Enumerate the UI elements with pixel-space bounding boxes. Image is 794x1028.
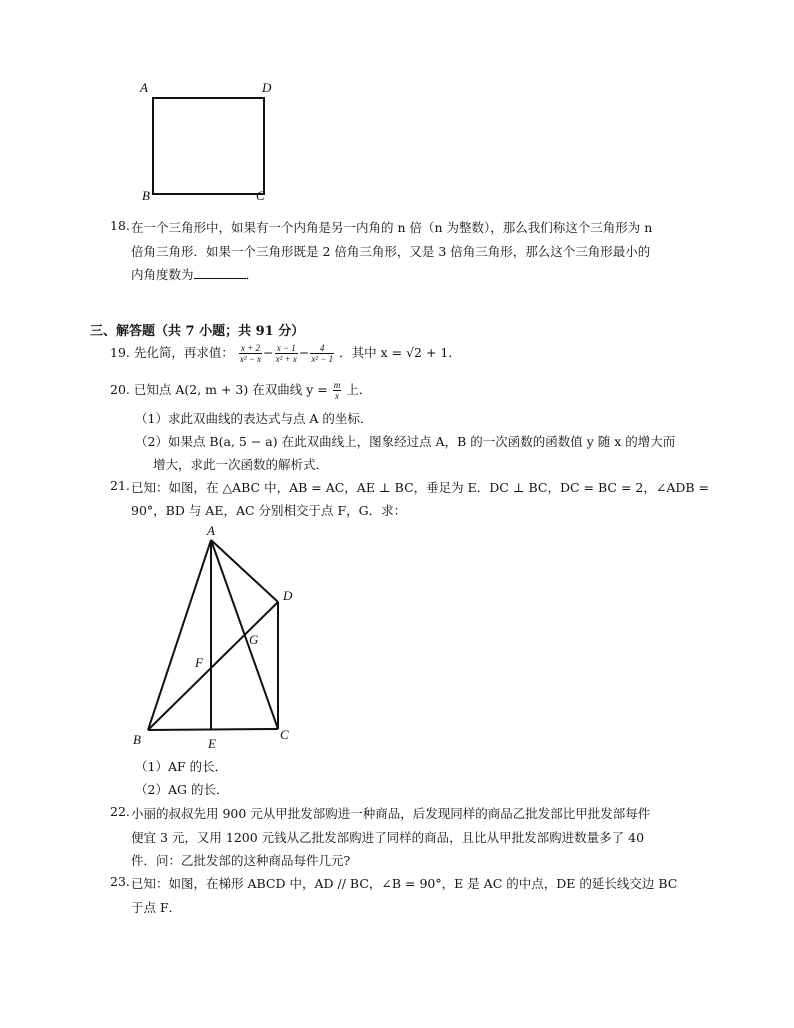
question-text: 小丽的叔叔先用 900 元从甲批发部购进一种商品，后发现同样的商品乙批发部比甲批发部每件: [131, 806, 651, 821]
question-text: 90°，BD 与 AE，AC 分别相交于点 F，G．求：: [131, 503, 407, 518]
question-text: 先化简，再求值：: [133, 345, 234, 360]
fraction: $\frac{4}{\text{x² − 1}}$: [311, 343, 334, 364]
segment-BD: [148, 602, 278, 730]
triangle-figure: [125, 520, 315, 755]
segment-BC: [148, 729, 278, 730]
fraction: $\frac{x - 1}{\text{x² + x}}$: [275, 343, 297, 364]
question-text: ．其中 x = √2 + 1．: [339, 345, 461, 360]
question-text: 已知：如图，在梯形 ABCD 中，AD // BC，∠B = 90°，E 是 AC 的中点，DE 的延长线交边 BC: [131, 876, 678, 891]
label-E: E: [208, 736, 216, 751]
question-text: 倍角三角形．如果一个三角形既是 2 倍角三角形，又是 3 倍角三角形，那么这个三角形最小的: [131, 244, 651, 259]
question-text: 已知：如图，在 △ABC 中，AB = AC，AE ⊥ BC，垂足为 E．DC ⊥ BC，DC = BC = 2，∠ADB =: [131, 480, 710, 495]
segment-AB: [148, 540, 211, 730]
section-heading: 三、解答题（共 7 小题；共 91 分）: [90, 324, 305, 339]
question-text: 已知点 A(2, m + 3) 在双曲线 y =: [133, 382, 328, 397]
square-shape: [153, 98, 264, 194]
label-G: G: [249, 632, 259, 647]
question-number: 21.: [110, 478, 130, 493]
sub-question: （1）求此双曲线的表达式与点 A 的坐标．: [135, 411, 373, 426]
question-text: 内角度数为 ．: [131, 267, 259, 282]
label-C: C: [280, 727, 289, 742]
question-number: 23.: [110, 874, 130, 889]
question-text: 件．问：乙批发部的这种商品每件几元?: [131, 853, 351, 868]
sub-question: 增大，求此一次函数的解析式．: [153, 457, 329, 472]
question-number: 18.: [110, 218, 130, 233]
label-A: A: [207, 523, 215, 538]
question-text: 于点 F．: [131, 900, 182, 915]
label-A: A: [140, 80, 148, 95]
fraction: $\frac{x + 2}{\text{x² − x}}$: [239, 343, 262, 364]
sub-question: （2）AG 的长．: [135, 782, 229, 797]
label-F: F: [195, 655, 203, 670]
question-number: 20.: [110, 382, 130, 397]
question-text: 在一个三角形中，如果有一个内角是另一内角的 n 倍（n 为整数），那么我们称这个三角形为 n: [131, 220, 653, 235]
sub-question: （1）AF 的长．: [135, 759, 228, 774]
question-number: 19.: [110, 345, 130, 360]
label-D: D: [283, 588, 293, 603]
question-19: 19. 先化简，再求值： $\frac{x + 2}{\text{x² − x}}$ − $\frac{x - 1}{\text{x² + x}}$ − $\frac{4}{\text{x² − 1}}$ ．其中 x = √2 + 1．: [110, 343, 461, 364]
label-B: B: [142, 188, 150, 203]
fraction: $\frac{m}{x}$: [333, 380, 341, 401]
question-number: 22.: [110, 804, 130, 819]
label-C: C: [256, 188, 265, 203]
sub-question: （2）如果点 B(a, 5 − a) 在此双曲线上，图象经过点 A，B 的一次函数的函数值 y 随 x 的增大而: [135, 434, 676, 449]
answer-blank[interactable]: [194, 266, 246, 279]
label-B: B: [133, 732, 141, 747]
question-text: 上．: [346, 382, 372, 397]
label-D: D: [262, 80, 272, 95]
square-figure: [135, 76, 285, 206]
question-text: 便宜 3 元，又用 1200 元钱从乙批发部购进了同样的商品，且比从甲批发部购进数量多了 40: [131, 830, 645, 845]
